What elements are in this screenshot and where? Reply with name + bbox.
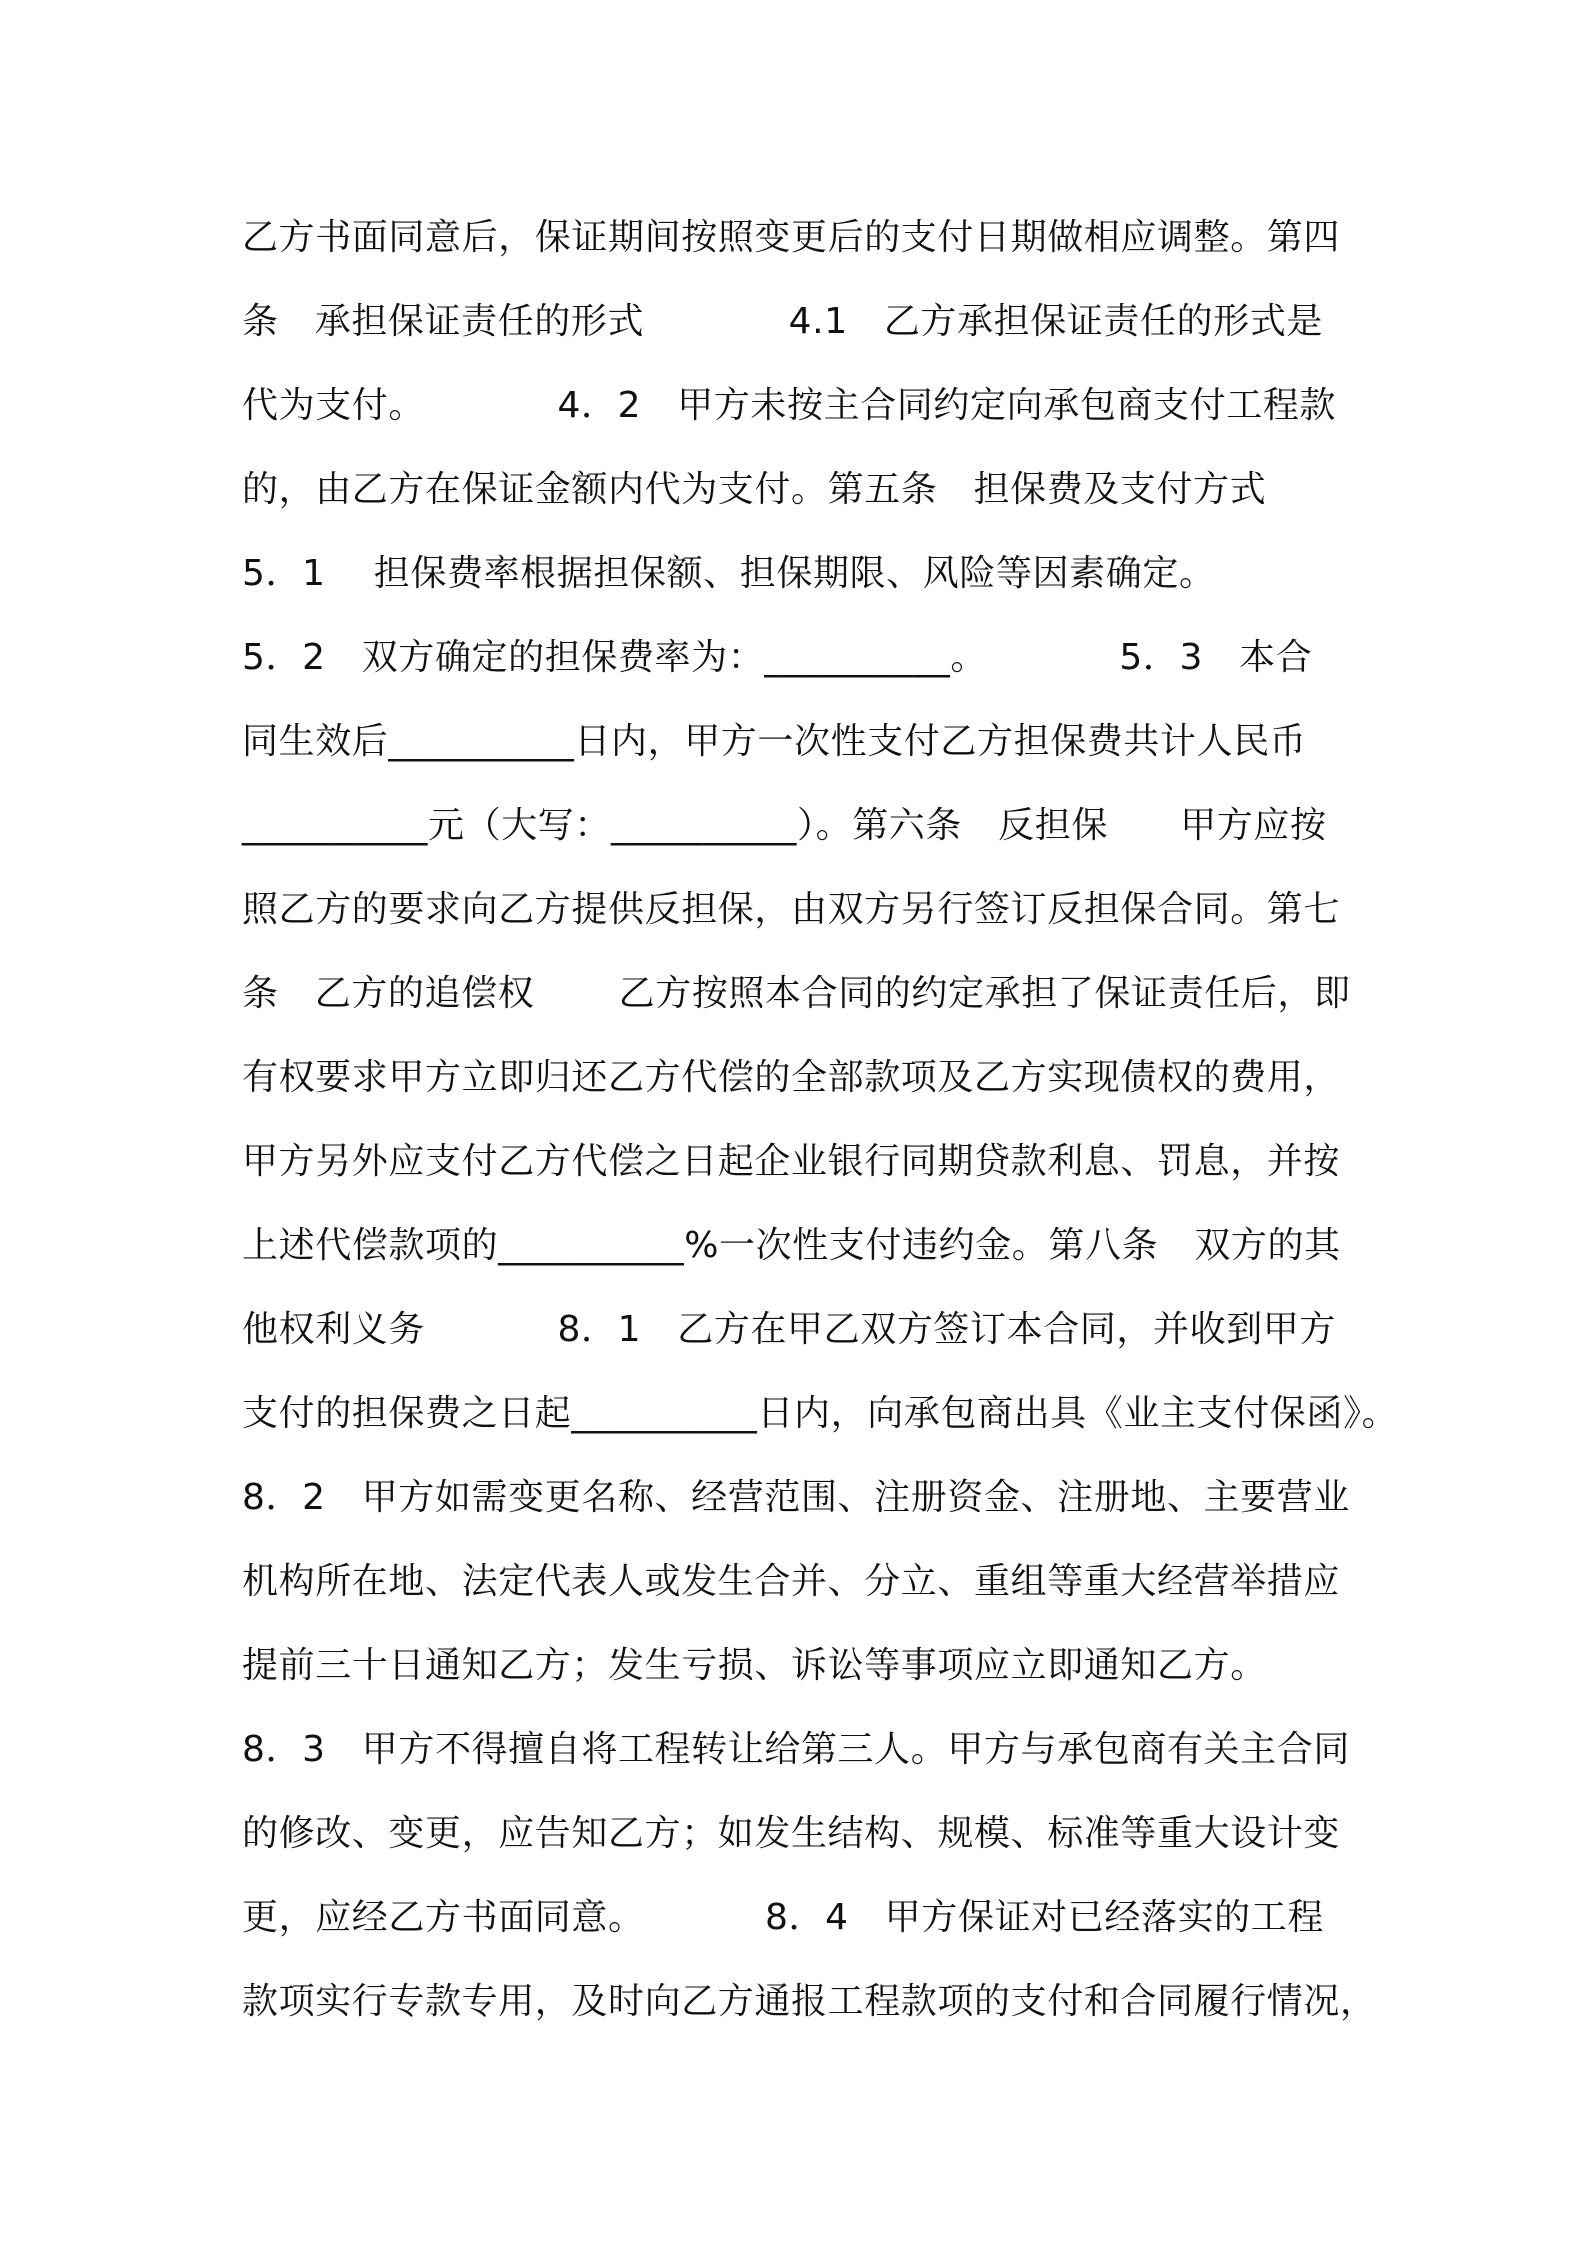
text-line: 的修改、变更，应告知乙方；如发生结构、规模、标准等重大设计变 — [242, 1813, 1341, 1854]
text-line: 同生效后__________日内，甲方一次性支付乙方担保费共计人民币 — [242, 721, 1307, 762]
text-line: 上述代偿款项的__________%一次性支付违约金。第八条 双方的其 — [242, 1225, 1341, 1266]
text-line: 支付的担保费之日起__________日内，向承包商出具《业主支付保函》。 — [242, 1393, 1399, 1434]
text-line: 5．1 担保费率根据担保额、担保期限、风险等因素确定。 — [242, 553, 1216, 594]
text-line: __________元（大写：__________）。第六条 反担保 甲方应按 — [242, 805, 1327, 846]
text-line: 的，由乙方在保证金额内代为支付。第五条 担保费及支付方式 — [242, 469, 1267, 510]
text-line: 款项实行专款专用，及时向乙方通报工程款项的支付和合同履行情况， — [242, 1981, 1377, 2022]
text-line: 乙方书面同意后，保证期间按照变更后的支付日期做相应调整。第四 — [242, 217, 1341, 258]
text-line: 条 乙方的追偿权 乙方按照本合同的约定承担了保证责任后，即 — [242, 973, 1351, 1014]
text-line: 更，应经乙方书面同意。 8．4 甲方保证对已经落实的工程 — [242, 1897, 1324, 1938]
text-line: 条 承担保证责任的形式 4.1 乙方承担保证责任的形式是 — [242, 301, 1324, 342]
text-line: 5．2 双方确定的担保费率为：__________。 5．3 本合 — [242, 637, 1313, 678]
text-line: 甲方另外应支付乙方代偿之日起企业银行同期贷款利息、罚息，并按 — [242, 1141, 1341, 1182]
text-line: 有权要求甲方立即归还乙方代偿的全部款项及乙方实现债权的费用， — [242, 1057, 1341, 1098]
text-line: 8．3 甲方不得擅自将工程转让给第三人。甲方与承包商有关主合同 — [242, 1729, 1350, 1770]
text-line: 机构所在地、法定代表人或发生合并、分立、重组等重大经营举措应 — [242, 1561, 1341, 1602]
text-line: 他权利义务 8．1 乙方在甲乙双方签订本合同，并收到甲方 — [242, 1309, 1337, 1350]
text-line: 提前三十日通知乙方；发生亏损、诉讼等事项应立即通知乙方。 — [242, 1645, 1267, 1686]
text-line: 照乙方的要求向乙方提供反担保，由双方另行签订反担保合同。第七 — [242, 889, 1341, 930]
text-line: 8．2 甲方如需变更名称、经营范围、注册资金、注册地、主要营业 — [242, 1477, 1350, 1518]
contract-text-body — [242, 196, 1399, 2044]
text-line: 代为支付。 4．2 甲方未按主合同约定向承包商支付工程款 — [242, 385, 1337, 426]
